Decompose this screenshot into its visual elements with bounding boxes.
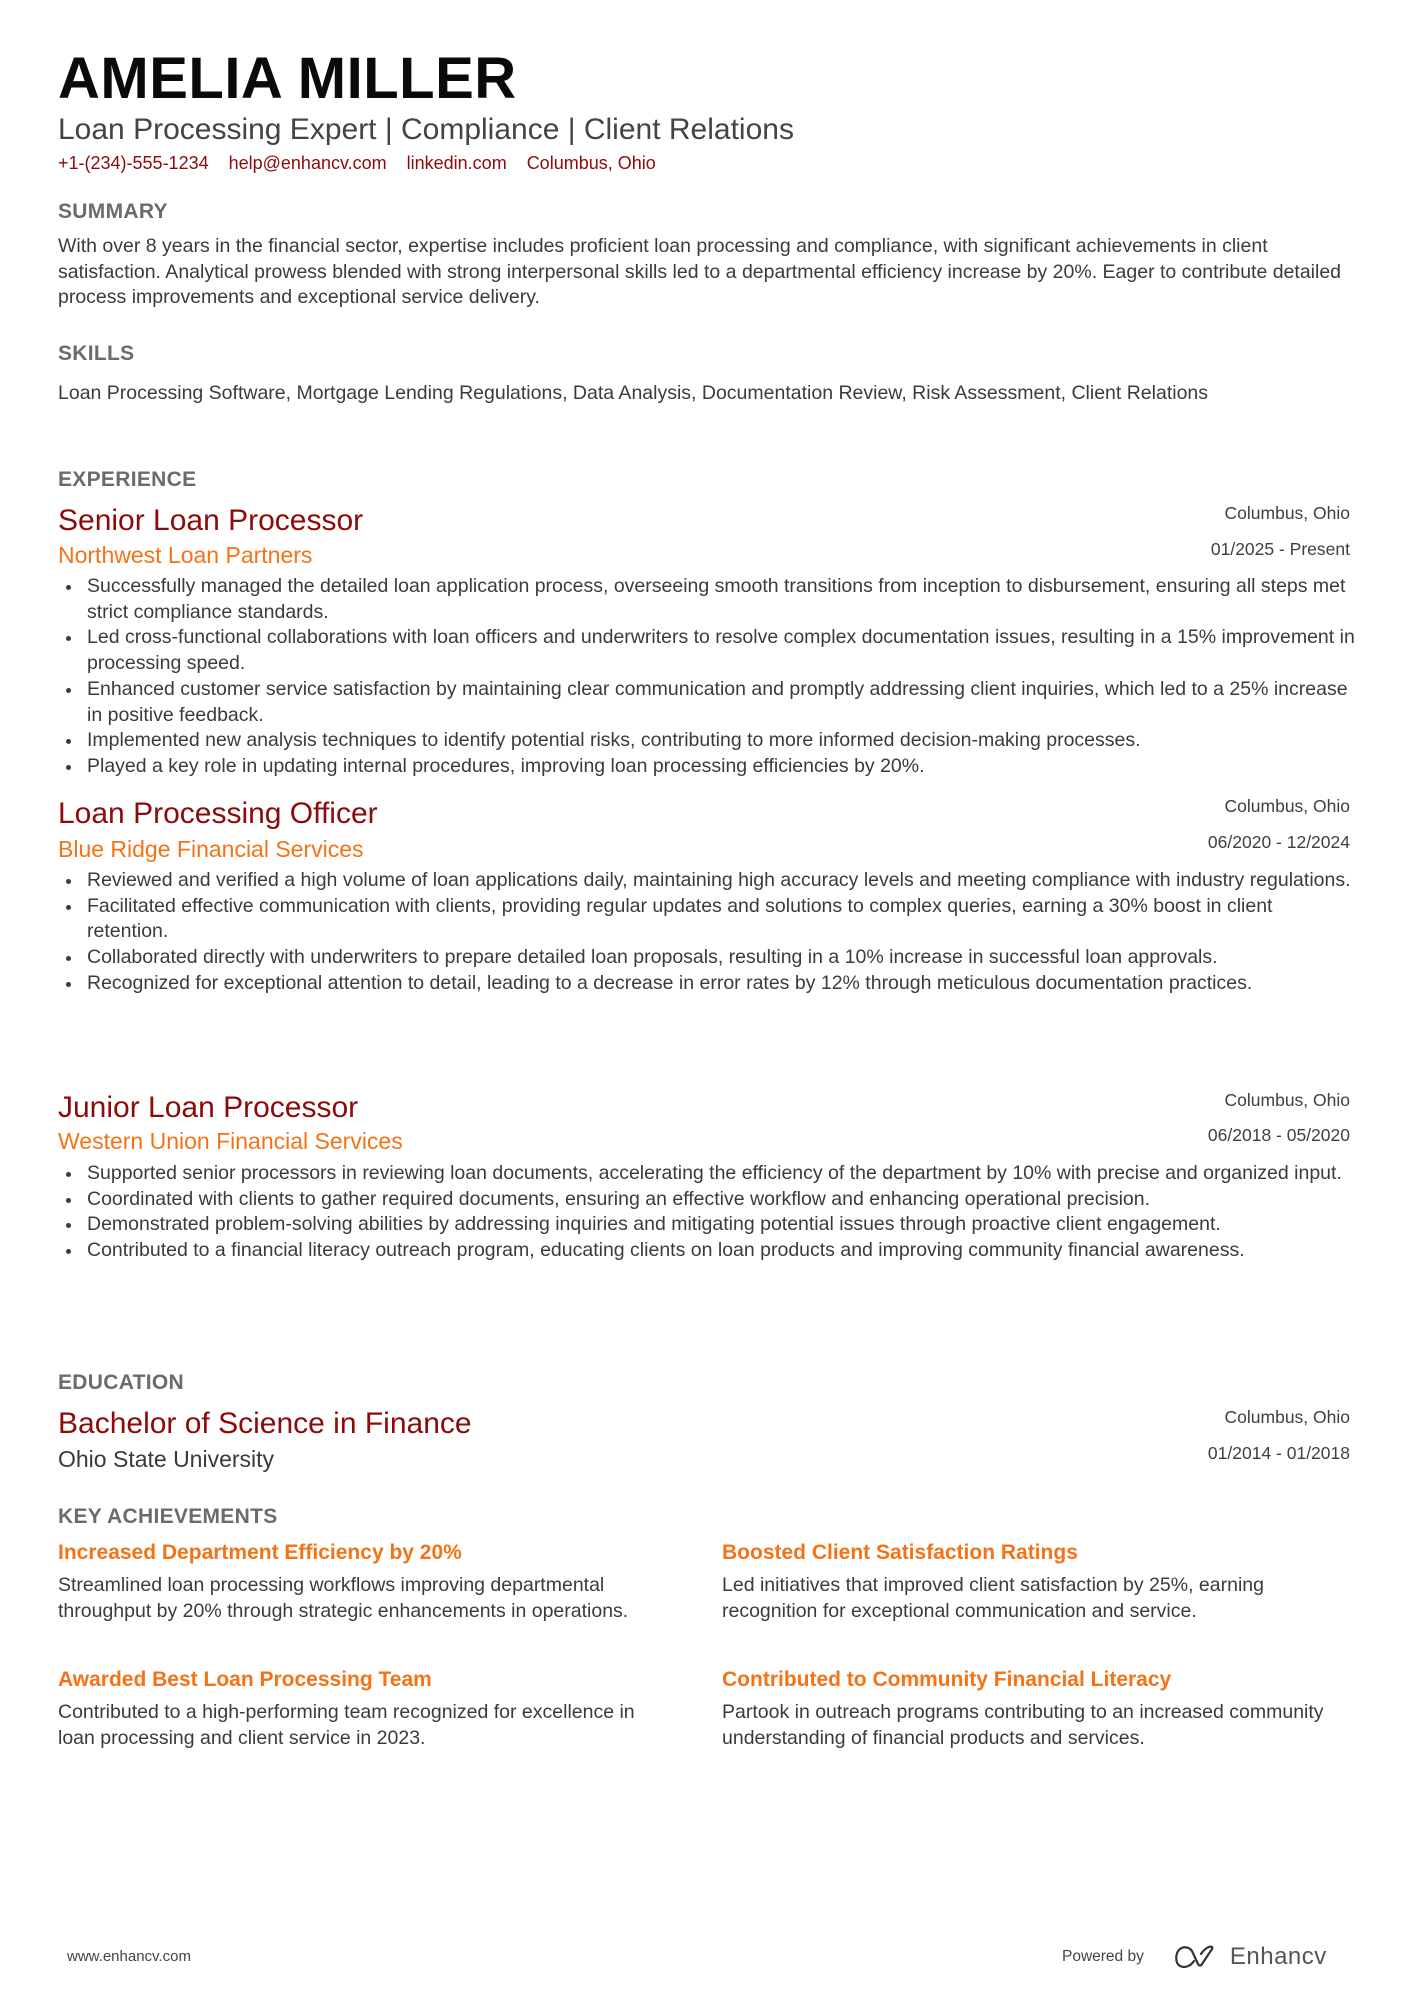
achievement-description: Streamlined loan processing workflows improving departmental throughput by 20% through strategic enhancements in operations. (58, 1574, 629, 1622)
job-company: Blue Ridge Financial Services (58, 836, 364, 862)
job-bullets (58, 574, 1358, 780)
powered-by-badge[interactable] (1062, 1943, 1327, 1971)
job-bullets (58, 868, 1358, 997)
linkedin-link[interactable]: linkedin.com (406, 153, 507, 173)
phone-link[interactable]: +1-(234)-555-1234 (58, 153, 209, 173)
job-bullet: Played a key role in updating internal procedures, improving loan processing efficiencies by 20%. (58, 754, 1358, 780)
job-bullet: Recognized for exceptional attention to detail, leading to a decrease in error rates by 12% through meticulous documentation practices. (58, 971, 1358, 997)
job-location: Columbus, Ohio (1224, 796, 1350, 816)
section-heading-education: EDUCATION (58, 1371, 184, 1394)
achievement-item (58, 1539, 658, 1624)
job-bullet: Enhanced customer service satisfaction by maintaining clear communication and promptly addressing client inquiries, which led to a 25% increase in positive feedback. (58, 677, 1358, 728)
education-dates: 01/2014 - 01/2018 (1207, 1443, 1350, 1463)
section-heading-achievements: KEY ACHIEVEMENTS (58, 1505, 278, 1528)
enhancv-brand-name: Enhancv (1229, 1943, 1327, 1970)
job-bullet: Facilitated effective communication with clients, providing regular updates and solutions to complex queries, earning a 30% boost in client retention. (58, 894, 1358, 945)
job-bullet: Led cross-functional collaborations with loan officers and underwriters to resolve complex documentation issues, resulting in a 15% improvement in processing speed. (58, 625, 1358, 676)
job-bullet: Contributed to a financial literacy outreach program, educating clients on loan products and improving community financial awareness. (58, 1238, 1358, 1264)
job-location: Columbus, Ohio (1224, 1090, 1350, 1110)
job-bullet: Successfully managed the detailed loan application process, overseeing smooth transitions from inception to disbursement, ensuring all steps met strict compliance standards. (58, 574, 1358, 625)
job-bullet: Reviewed and verified a high volume of loan applications daily, maintaining high accuracy levels and meeting compliance with industry regulations. (58, 868, 1358, 894)
job-bullet: Demonstrated problem-solving abilities by addressing inquiries and mitigating potential issues through proactive client engagement. (58, 1212, 1358, 1238)
achievement-title: Boosted Client Satisfaction Ratings (722, 1541, 1078, 1564)
summary-text: With over 8 years in the financial sector, expertise includes proficient loan processing and compliance, with significant achievements in client satisfaction. Analytical prowess blended with strong interpersonal skills led to a departmental efficiency increase by 20%. Eager to contribute detailed process improvements and exceptional service delivery. (58, 235, 1342, 309)
section-heading-skills: SKILLS (58, 342, 135, 365)
email-link[interactable]: help@enhancv.com (228, 153, 387, 173)
powered-by-label: Powered by (1062, 1948, 1144, 1965)
candidate-name: AMELIA MILLER (58, 46, 517, 111)
job-title: Senior Loan Processor (58, 504, 364, 537)
candidate-headline: Loan Processing Expert | Compliance | Client Relations (58, 113, 794, 146)
job-dates: 01/2025 - Present (1210, 539, 1350, 559)
job-dates: 06/2020 - 12/2024 (1207, 832, 1350, 852)
location-text: Columbus, Ohio (526, 153, 656, 173)
job-company: Northwest Loan Partners (58, 542, 313, 568)
achievement-description: Contributed to a high-performing team recognized for excellence in loan processing and client service in 2023. (58, 1701, 635, 1749)
section-heading-experience: EXPERIENCE (58, 468, 197, 491)
school-name: Ohio State University (58, 1446, 275, 1472)
degree-title: Bachelor of Science in Finance (58, 1407, 472, 1440)
skills-text: Loan Processing Software, Mortgage Lending Regulations, Data Analysis, Documentation Review, Risk Assessment, Client Relations (58, 382, 1209, 404)
contact-info (58, 151, 656, 175)
job-bullet: Coordinated with clients to gather required documents, ensuring an effective workflow and enhancing operational precision. (58, 1187, 1358, 1213)
enhancv-logo-icon (1172, 1944, 1218, 1970)
achievement-item (58, 1666, 658, 1751)
job-bullet: Implemented new analysis techniques to identify potential risks, contributing to more informed decision-making processes. (58, 728, 1358, 754)
job-bullet: Collaborated directly with underwriters to prepare detailed loan proposals, resulting in a 10% increase in successful loan approvals. (58, 945, 1358, 971)
job-title: Loan Processing Officer (58, 797, 378, 830)
achievement-item (722, 1539, 1352, 1624)
achievement-item (722, 1666, 1352, 1751)
section-heading-summary: SUMMARY (58, 200, 168, 223)
achievement-description: Led initiatives that improved client satisfaction by 25%, earning recognition for exceptional communication and service. (722, 1574, 1264, 1622)
job-location: Columbus, Ohio (1224, 503, 1350, 523)
education-location: Columbus, Ohio (1224, 1407, 1350, 1427)
footer-website-link[interactable]: www.enhancv.com (67, 1948, 191, 1965)
job-bullet: Supported senior processors in reviewing loan documents, accelerating the efficiency of the department by 10% with precise and organized input. (58, 1161, 1358, 1187)
job-bullets (58, 1161, 1358, 1264)
job-company: Western Union Financial Services (58, 1128, 403, 1154)
job-title: Junior Loan Processor (58, 1091, 359, 1124)
achievement-title: Increased Department Efficiency by 20% (58, 1541, 462, 1564)
achievement-description: Partook in outreach programs contributing to an increased community understanding of financial products and services. (722, 1701, 1324, 1749)
job-dates: 06/2018 - 05/2020 (1207, 1125, 1350, 1145)
achievement-title: Awarded Best Loan Processing Team (58, 1668, 432, 1691)
achievement-title: Contributed to Community Financial Literacy (722, 1668, 1172, 1691)
